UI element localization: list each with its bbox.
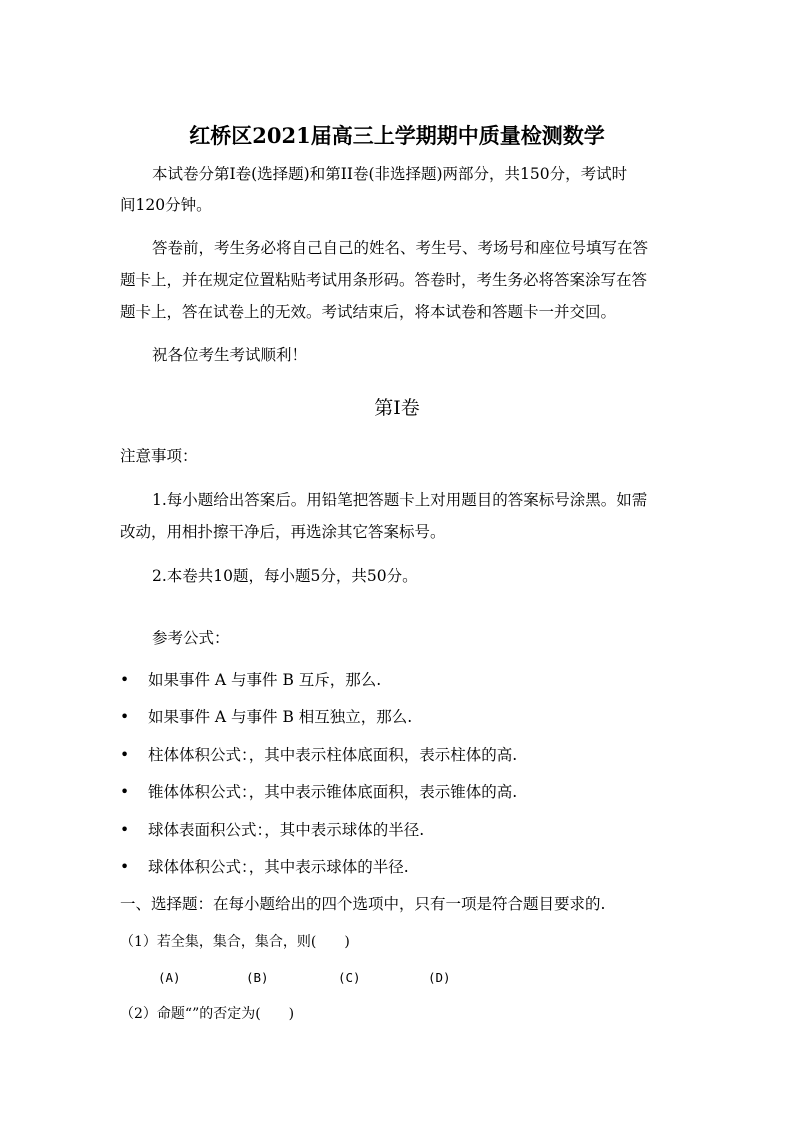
notes-item-1-line-1: 1.每小题给出答案后。用铅笔把答题卡上对用题目的答案标号涂黑。如需: [152, 491, 648, 509]
bullet-icon: •: [120, 821, 130, 839]
notes-item-2: 2.本卷共10题，每小题5分，共50分。: [152, 567, 418, 585]
q1-choice-b: (B): [246, 970, 269, 985]
notes-item-1-line-2: 改动，用相扑擦干净后，再选涂其它答案标号。: [120, 523, 446, 541]
formula-text: 柱体体积公式：，其中表示柱体底面积，表示柱体的高.: [148, 746, 518, 764]
notes-heading: 注意事项：: [120, 447, 198, 465]
bullet-icon: •: [120, 708, 130, 726]
instructions-line-3: 题卡上，答在试卷上的无效。考试结束后，将本试卷和答题卡一并交回。: [120, 303, 617, 321]
question-2: （2）命题“”的否定为( ): [120, 1006, 295, 1022]
formula-text: 如果事件 A 与事件 B 相互独立，那么.: [148, 708, 413, 726]
intro-line-2: 间120分钟。: [120, 196, 212, 214]
part1-heading: 一、选择题：在每小题给出的四个选项中，只有一项是符合题目要求的.: [120, 895, 606, 913]
intro-line-1: 本试卷分第Ⅰ卷(选择题)和第II卷(非选择题)两部分，共150分，考试时: [152, 165, 628, 183]
formula-text: 如果事件 A 与事件 B 互斥，那么.: [148, 671, 382, 689]
bullet-icon: •: [120, 746, 130, 764]
formulas-heading: 参考公式：: [152, 629, 230, 647]
formula-text: 球体体积公式：，其中表示球体的半径.: [148, 858, 409, 876]
q1-choice-a: (A): [158, 970, 181, 985]
document-title: 红桥区2021届高三上学期期中质量检测数学: [189, 123, 605, 148]
bullet-icon: •: [120, 858, 130, 876]
bullet-icon: •: [120, 783, 130, 801]
instructions-line-2: 题卡上，并在规定位置粘贴考试用条形码。答卷时，考生务必将答案涂写在答: [120, 271, 648, 289]
q1-choice-d: (D): [428, 970, 451, 985]
formula-text: 锥体体积公式：，其中表示锥体底面积，表示锥体的高.: [148, 783, 518, 801]
section-title: 第Ⅰ卷: [374, 397, 420, 419]
instructions-line-1: 答卷前，考生务必将自己自己的姓名、考生号、考场号和座位号填写在答: [152, 239, 649, 257]
bullet-icon: •: [120, 671, 130, 689]
good-luck-text: 祝各位考生考试顺利！: [152, 346, 308, 364]
formula-text: 球体表面积公式：，其中表示球体的半径.: [148, 821, 425, 839]
question-1: （1）若全集，集合，集合，则( ): [120, 934, 350, 950]
q1-choice-c: (C): [338, 970, 361, 985]
